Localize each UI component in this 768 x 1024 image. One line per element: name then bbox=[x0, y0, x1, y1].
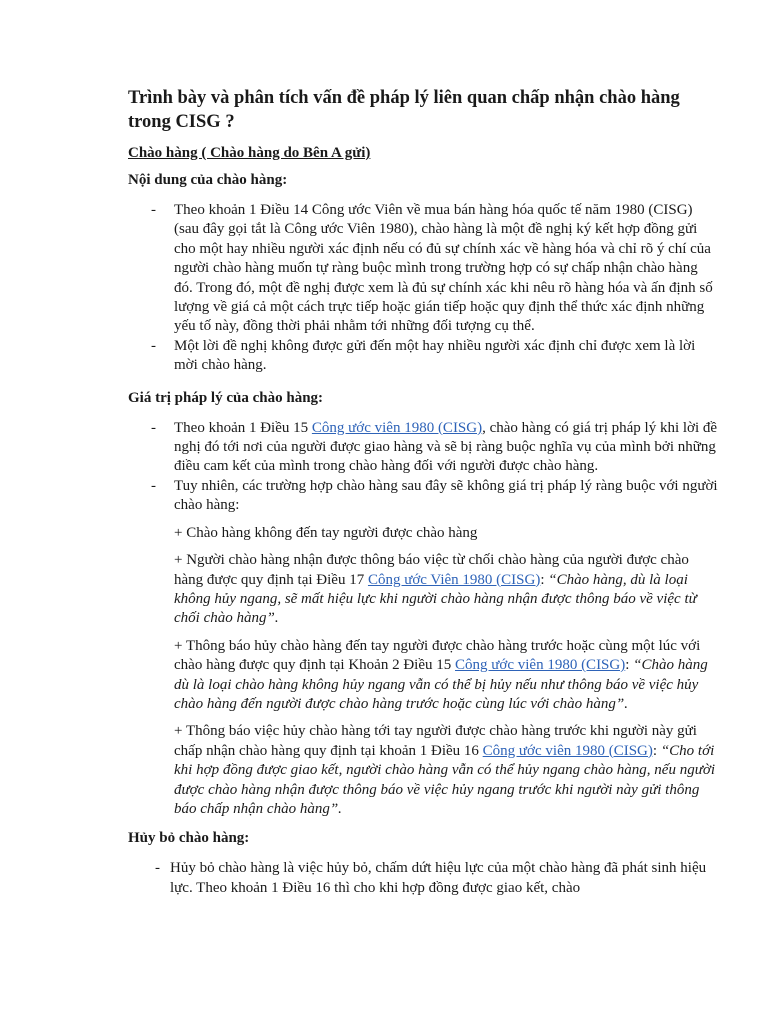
dash-marker: - bbox=[151, 337, 156, 354]
cisg-link[interactable]: Công ước viên 1980 (CISG) bbox=[455, 657, 626, 674]
document-title: Trình bày và phân tích vấn đề pháp lý liên quan chấp nhận chào hàng trong CISG ? bbox=[128, 88, 680, 132]
legal-heading: Giá trị pháp lý của chào hàng: bbox=[128, 389, 324, 406]
list-item-text: Theo khoản 1 Điều 15 bbox=[174, 419, 312, 436]
list-item-text: Hủy bỏ chào hàng là việc hủy bỏ, chấm dứt hiệu lực của một chào hàng đã phát sinh hiệu lực. Theo khoản 1 Điều 16 thì cho khi hợp đồng được giao kết, chào bbox=[170, 860, 707, 896]
dash-marker: - bbox=[151, 477, 156, 494]
case-quote: “Chào hàng, dù là loại không hủy ngang, sẽ mất hiệu lực khi người chào hàng nhận được thông báo về việc từ chối chào hàng”. bbox=[174, 571, 697, 627]
list-item bbox=[128, 419, 718, 477]
case-item bbox=[174, 722, 718, 819]
list-item bbox=[128, 477, 718, 516]
list-item-text: , chào hàng có giá trị pháp lý khi lời đề nghị đó tới nơi của người được giao hàng và sẽ bị ràng buộc nghĩa vụ của mình bởi những điều cam kết của mình trong chào hàng đối với người được chào hàng. bbox=[174, 419, 718, 475]
case-text: + Chào hàng không đến tay người được chào hàng bbox=[174, 524, 478, 541]
list-item bbox=[128, 859, 718, 898]
case-quote: “Chào hàng dù là loại chào hàng không hủy ngang vẫn có thể bị hủy nếu như thông báo về việc hủy chào hàng đến người được chào hàng trước hoặc cùng lúc với chào hàng”. bbox=[174, 657, 708, 712]
case-item bbox=[174, 637, 718, 715]
list-item-text: Theo khoản 1 Điều 14 Công ước Viên về mua bán hàng hóa quốc tế năm 1980 (CISG) (sau đây gọi tắt là Công ước Viên 1980), chào hàng là một đề nghị ký kết hợp đồng gửi cho một hay nhiều người xác định nếu có đủ sự chính xác về hàng hóa và chỉ rõ ý chí của người chào hàng muốn tự ràng buộc mình trong trường hợp có sự chấp nhận chào hàng đó. Trong đó, một đề nghị được xem là đủ sự chính xác khi nêu rõ hàng hóa và ấn định số lượng về giá cả một cách trực tiếp hoặc gián tiếp hoặc quy định thể thức xác định những yếu tố này, đồng thời phải nhằm tới những đối tượng cụ thể. bbox=[174, 202, 713, 335]
list-item bbox=[128, 337, 718, 376]
case-text: : bbox=[625, 657, 634, 674]
cisg-link[interactable]: Công ước Viên 1980 (CISG) bbox=[367, 571, 541, 588]
case-text: + Thông báo hủy chào hàng đến tay người được chào hàng trước hoặc cùng một lúc với chào hàng được quy định tại Khoản 2 Điều 15 bbox=[174, 637, 701, 674]
case-text: : bbox=[540, 571, 549, 588]
revoke-bullet-list bbox=[128, 859, 718, 898]
list-item-text: Một lời đề nghị không được gửi đến một hay nhiều người xác định chỉ được xem là lời mời chào hàng. bbox=[174, 337, 696, 374]
list-item bbox=[128, 201, 718, 337]
dash-marker: - bbox=[151, 419, 156, 436]
case-item bbox=[174, 524, 718, 543]
list-item-text: Tuy nhiên, các trường hợp chào hàng sau đây sẽ không giá trị pháp lý ràng buộc với người chào hàng: bbox=[174, 477, 718, 514]
cisg-link[interactable]: Công ước viên 1980 (CISG) bbox=[482, 742, 653, 759]
cisg-link[interactable]: Công ước viên 1980 (CISG) bbox=[311, 419, 483, 436]
case-item bbox=[174, 551, 718, 629]
content-heading: Nội dung của chào hàng: bbox=[128, 172, 288, 188]
case-text: : bbox=[652, 742, 661, 759]
revoke-heading: Hủy bỏ chào hàng: bbox=[128, 830, 250, 847]
case-quote: “Cho tới khi hợp đồng được giao kết, người chào hàng vẫn có thể hủy ngang chào hàng, nếu người được chào hàng nhận được thông báo về việc hủy ngang trước khi người này gửi thông báo chấp nhận chào hàng”. bbox=[174, 742, 716, 817]
document-body bbox=[128, 86, 718, 911]
legal-bullet-list bbox=[128, 419, 718, 516]
case-text: + Thông báo việc hủy chào hàng tới tay người được chào hàng trước khi người này gửi chấp nhận chào hàng quy định tại khoản 1 Điều 16 bbox=[174, 723, 697, 759]
case-text: + Người chào hàng nhận được thông báo việc từ chối chào hàng của người được chào hàng được quy định tại Điều 17 bbox=[174, 552, 689, 588]
dash-marker: - bbox=[155, 860, 160, 877]
content-bullet-list bbox=[128, 201, 718, 376]
offer-heading: Chào hàng ( Chào hàng do Bên A gửi) bbox=[128, 145, 371, 161]
dash-marker: - bbox=[151, 202, 156, 218]
